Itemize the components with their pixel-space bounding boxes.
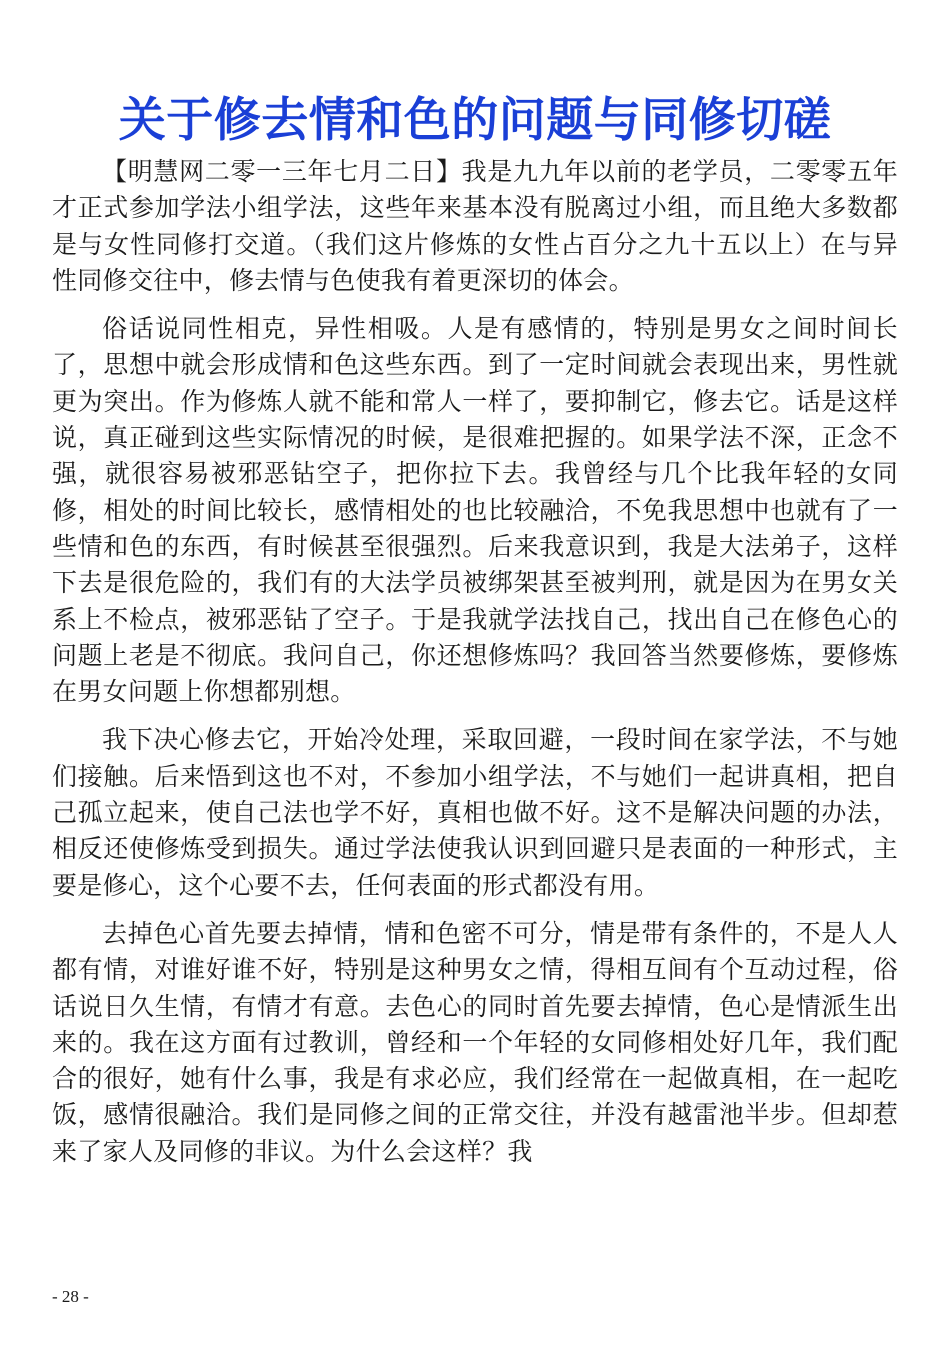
paragraph: 【明慧网二零一三年七月二日】我是九九年以前的老学员，二零零五年才正式参加学法小组学法，这些年来基本没有脱离过小组，而且绝大多数都是与女性同修打交道。（我们这片修炼的女性占百分之九十五以上）在与异性同修交往中，修去情与色使我有着更深切的体会。: [52, 157, 898, 295]
document-page: [52, 88, 898, 1182]
paragraph: 我下决心修去它，开始冷处理，采取回避，一段时间在家学法，不与她们接触。后来悟到这也不对，不参加小组学法，不与她们一起讲真相，把自己孤立起来，使自己法也学不好，真相也做不好。这不是解决问题的办法，相反还使修炼受到损失。通过学法使我认识到回避只是表面的一种形式，主要是修心，这个心要不去，任何表面的形式都没有用。: [52, 725, 898, 900]
page-number: - 28 -: [52, 1287, 89, 1306]
article-title: 关于修去情和色的问题与同修切磋: [118, 93, 832, 148]
paragraph: 去掉色心首先要去掉情，情和色密不可分，情是带有条件的，不是人人都有情，对谁好谁不好，特别是这种男女之情，得相互间有个互动过程，俗话说日久生情，有情才有意。去色心的同时首先要去掉情，色心是情派生出来的。我在这方面有过教训，曾经和一个年轻的女同修相处好几年，我们配合的很好，她有什么事，我是有求必应，我们经常在一起做真相，在一起吃饭，感情很融洽。我们是同修之间的正常交往，并没有越雷池半步。但却惹来了家人及同修的非议。为什么会这样？我: [52, 918, 898, 1166]
paragraph: 俗话说同性相克，异性相吸。人是有感情的，特别是男女之间时间长了，思想中就会形成情和色这些东西。到了一定时间就会表现出来，男性就更为突出。作为修炼人就不能和常人一样了，要抑制它，修去它。话是这样说，真正碰到这些实际情况的时候，是很难把握的。如果学法不深，正念不强，就很容易被邪恶钻空子，把你拉下去。我曾经与几个比我年轻的女同修，相处的时间比较长，感情相处的也比较融洽，不免我思想中也就有了一些情和色的东西，有时候甚至很强烈。后来我意识到，我是大法弟子，这样下去是很危险的，我们有的大法学员被绑架甚至被判刑，就是因为在男女关系上不检点，被邪恶钻了空子。于是我就学法找自己，找出自己在修色心的问题上老是不彻底。我问自己，你还想修炼吗？我回答当然要修炼，要修炼在男女问题上你想都别想。: [52, 314, 898, 707]
article-body: [52, 154, 898, 1170]
